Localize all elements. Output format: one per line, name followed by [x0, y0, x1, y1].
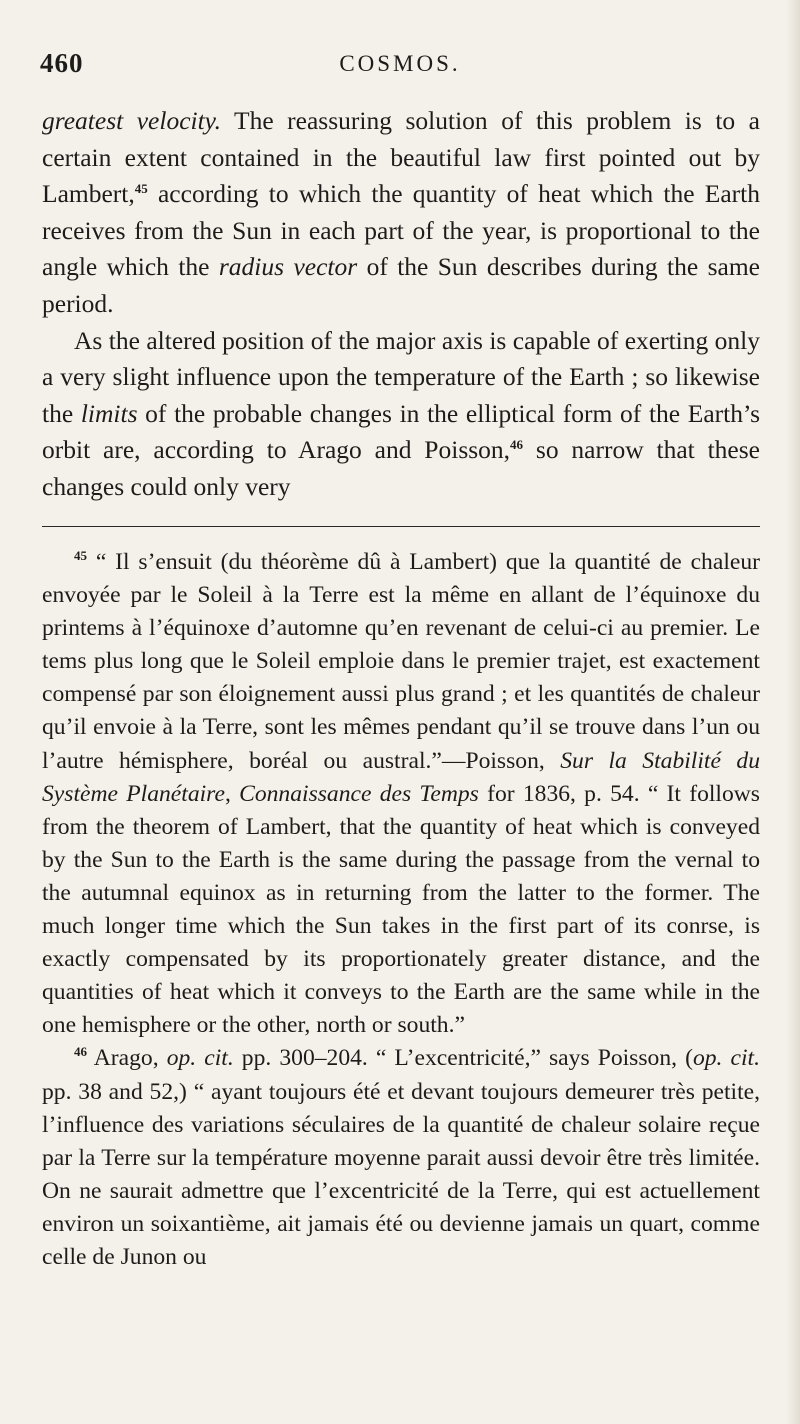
main-text	[42, 103, 760, 506]
paragraph-1	[42, 103, 760, 323]
text-run: for 1836, p. 54. “ It follows from the theorem of Lambert, that the quantity of heat which is conveyed by the Sun to the Earth is the same during the passage from the vernal to the autumnal equinox as in returning from the latter to the former. The much longer time which the Sun takes in the first part of its conrse, is exactly compensated by its proportionately greater distance, and the quantities of heat which it conveys to the Earth are the same while in the one hemisphere or the other, north or south.”	[42, 780, 760, 1039]
footnote-reference: 45	[134, 181, 148, 197]
text-run: pp. 38 and 52,) “ ayant toujours été et devant toujours demeurer très petite, l’influence des variations séculaires de la quantité de chaleur solaire reçue par la Terre sur la température moyenne parait aussi devoir être très limitée. On ne saurait admettre que l’excentricité de la Terre, qui est actuellement environ un soixantième, ait jamais été ou devienne jamais un quart, comme celle de Junon ou	[42, 1078, 760, 1270]
text-run: according to which the quantity of heat which the Earth receives from the Sun in each part of the year, is proportional to the angle which the	[42, 179, 760, 282]
italic-text: radius vector	[218, 252, 358, 282]
italic-text: Sur la Stabilité du Système Planétaire	[42, 747, 760, 807]
text-run: of the probable changes in the elliptical form of the Earth’s orbit are, according to Arago and Poisson,	[42, 398, 760, 465]
footnote-45	[42, 546, 760, 1042]
footnote-reference: 46	[510, 437, 524, 453]
text-run: pp. 300–204. “ L’excentricité,” says Poisson, (	[233, 1045, 693, 1072]
text-run: The reassuring solution of this problem is to a certain extent contained in the beautiful law first pointed out by Lambert,	[42, 106, 760, 209]
footnote-reference: 46	[74, 1044, 87, 1060]
italic-text: Connaissance des Temps	[239, 780, 479, 807]
text-run: of the Sun describes during the same period.	[42, 252, 760, 318]
footnote-46	[42, 1042, 760, 1274]
footnote-reference: 45	[74, 548, 87, 563]
footnotes	[42, 546, 760, 1274]
page-header	[40, 48, 760, 92]
text-run: Arago,	[87, 1045, 167, 1072]
paragraph-2	[42, 323, 760, 506]
italic-text: op. cit.	[166, 1045, 234, 1072]
footnote-divider	[42, 526, 760, 527]
italic-text: greatest velocity.	[42, 106, 221, 135]
running-head: COSMOS.	[339, 51, 461, 76]
text-run: As the altered position of the major axis is capable of exerting only a very slight influence upon the temperature of the Earth ; so likewise the	[42, 325, 760, 428]
page-edge-shadow	[786, 0, 800, 1424]
page-number: 460	[40, 48, 84, 78]
italic-text: op. cit.	[692, 1045, 760, 1072]
text-run: so narrow that these changes could only very	[42, 435, 760, 501]
italic-text: limits	[80, 398, 138, 428]
text-run: “ Il s’ensuit (du théorème dû à Lambert) que la quantité de chaleur envoyée par le Soleil à la Terre est la même en allant de l’équinoxe du printems à l’équinoxe d’automne qu’en revenant de celui-ci au premier. Le tems plus long que le Soleil emploie dans le premier trajet, est exactement compensé par son éloignement aussi plus grand ; et les quantités de chaleur qu’il envoie à la Terre, sont les mêmes pendant qu’il se trouve dans l’un ou l’autre hémisphere, boréal ou austral.”—Poisson,	[42, 549, 760, 774]
text-run: ,	[224, 780, 240, 807]
